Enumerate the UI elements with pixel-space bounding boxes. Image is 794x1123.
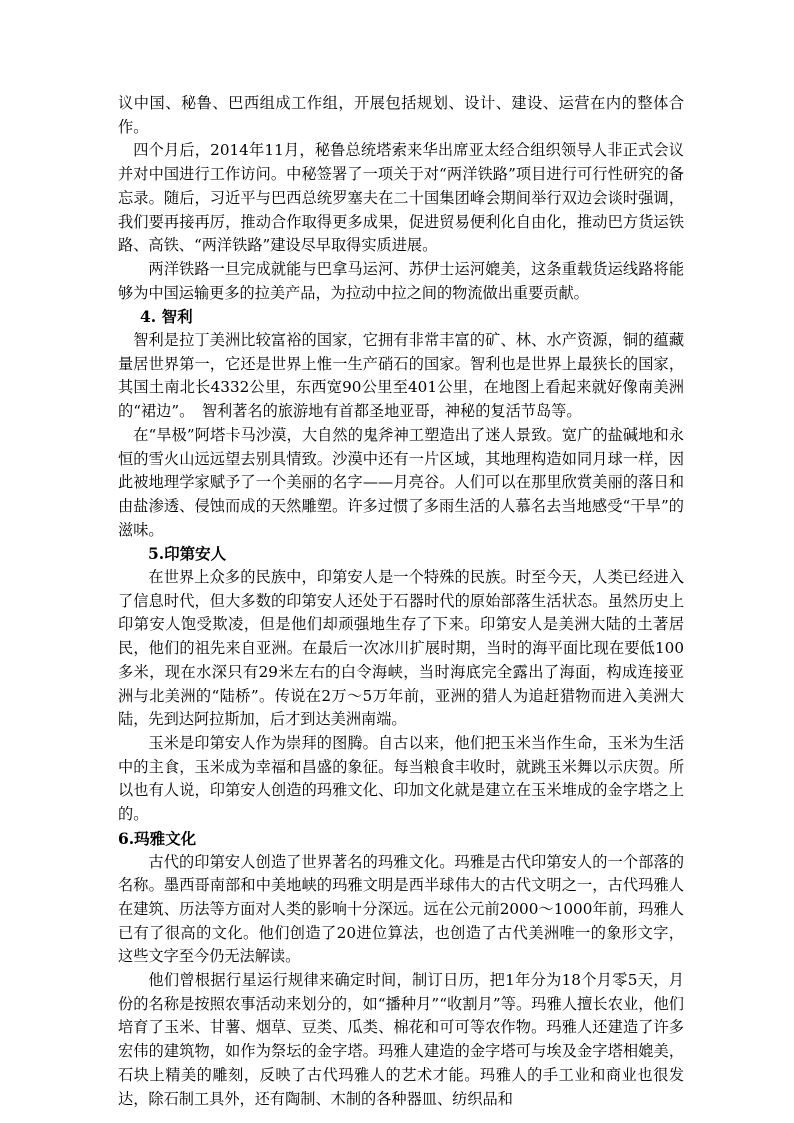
paragraph-two-ocean-railway: 两洋铁路一旦完成就能与巴拿马运河、苏伊士运河媲美，这条重载货运线路将能够为中国运输更多的拉美产品，为拉动中拉之间的物流做出重要贡献。 — [118, 259, 684, 302]
paragraph-chile-intro: 智利是拉丁美洲比较富裕的国家，它拥有非常丰富的矿、林、水产资源，铜的蕴藏量居世界第一，它还是世界上惟一生产硝石的国家。智利也是世界上最狭长的国家，其国土南北长4332公里，东西宽90公里至401公里，在地图上看起来就好像南美洲的“裙边”。 智利著名的旅游地有首都圣地亚哥，神秘的复活节岛等。 — [118, 331, 684, 421]
heading-maya: 6.玛雅文化 — [118, 828, 197, 848]
paragraph-corn-totem: 玉米是印第安人作为崇拜的图腾。自古以来，他们把玉米当作生命，玉米为生活中的主食，玉米成为幸福和昌盛的象征。每当粮食丰收时，就跳玉米舞以示庆贺。所以也有人说，印第安人创造的玛雅文化、印加文化就是建立在玉米堆成的金字塔之上的。 — [118, 733, 684, 824]
paragraph-working-group: 议中国、秘鲁、巴西组成工作组，开展包括规划、设计、建设、运营在内的整体合作。 — [118, 94, 684, 136]
heading-chile: 4. 智利 — [140, 307, 193, 327]
document-body — [118, 92, 684, 1111]
paragraph-maya-civilization: 古代的印第安人创造了世界著名的玛雅文化。玛雅是古代印第安人的一个部落的名称。墨西哥南部和中美地峡的玛雅文明是西半球伟大的古代文明之一，古代玛雅人在建筑、历法等方面对人类的影响十分深远。远在公元前2000～1000年前，玛雅人已有了很高的文化。他们创造了20进位算法，也创造了古代美洲唯一的象形文字，这些文字至今仍无法解读。 — [118, 852, 684, 966]
paragraph-peru-visit: 四个月后，2014年11月，秘鲁总统塔索来华出席亚太经合组织领导人非正式会议并对中国进行工作访问。中秘签署了一项关于对“两洋铁路”项目进行可行性研究的备忘录。随后，习近平与巴西总统罗塞夫在二十国集团峰会期间举行双边会谈时强调，我们要再接再厉，推动合作取得更多成果，促进贸易便利化自由化，推动巴方货运铁路、高铁、“两洋铁路”建设尽早取得实质进展。 — [118, 141, 684, 255]
paragraph-atacama: 在“旱极”阿塔卡马沙漠，大自然的鬼斧神工塑造出了迷人景致。宽广的盐碱地和永恒的雪火山远远望去别具情致。沙漠中还有一片区域，其地理构造如同月球一样，因此被地理学家赋予了一个美丽的名字——月亮谷。人们可以在那里欣赏美丽的落日和由盐渗透、侵蚀而成的天然雕塑。许多过惯了多雨生活的人慕名去当地感受“干旱”的滋味。 — [118, 425, 684, 539]
heading-indians: 5.印第安人 — [148, 544, 227, 564]
paragraph-maya-calendar: 他们曾根据行星运行规律来确定时间，制订日历，把1年分为18个月零5天，月份的名称是按照农事活动来划分的，如“播种月”“收割月”等。玛雅人擅长农业，他们培育了玉米、甘薯、烟草、豆类、瓜类、棉花和可可等农作物。玛雅人还建造了许多宏伟的建筑物，如作为祭坛的金字塔。玛雅人建造的金字塔可与埃及金字塔相媲美，石块上精美的雕刻，反映了古代玛雅人的艺术才能。玛雅人的手工业和商业也很发达，除石制工具外，还有陶制、木制的各种器皿、纺织品和 — [118, 971, 684, 1108]
paragraph-indians-origin: 在世界上众多的民族中，印第安人是一个特殊的民族。时至今天，人类已经进入了信息时代，但大多数的印第安人还处于石器时代的原始部落生活状态。虽然历史上印第安人饱受欺凌，但是他们却顽强地生存了下来。印第安人是美洲大陆的土著居民，他们的祖先来自亚洲。在最后一次冰川扩展时期，当时的海平面比现在要低100多米，现在水深只有29米左右的白令海峡，当时海底完全露出了海面，构成连接亚洲与北美洲的“陆桥”。传说在2万～5万年前，亚洲的猎人为追赶猎物而进入美洲大陆，先到达阿拉斯加，后才到达美洲南端。 — [118, 568, 684, 729]
